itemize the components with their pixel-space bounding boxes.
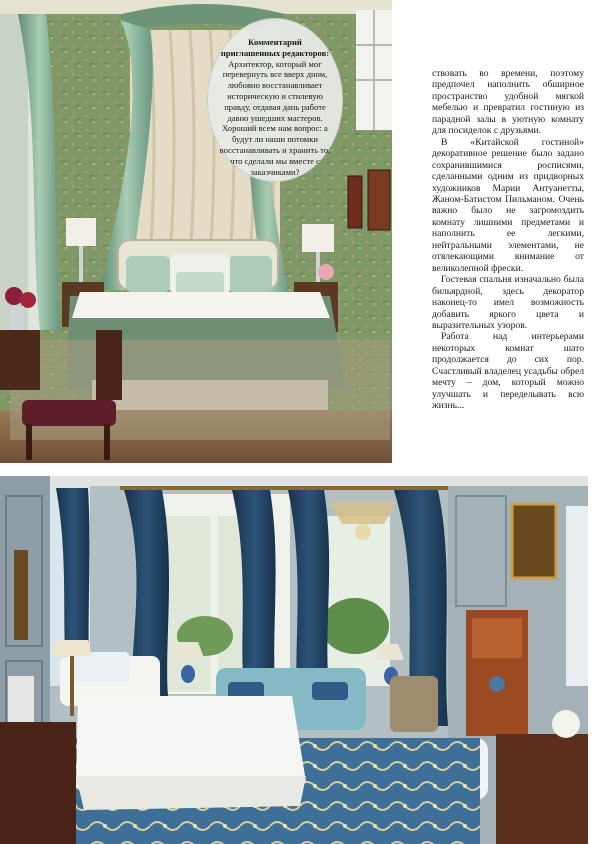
callout-heading: Комментарий приглашенных редакторов:	[220, 37, 330, 58]
article-paragraph-4: Работа над интерьерами некоторых комнат шато продолжается до сих пор. Счастливый владелец усадьбы обрел мечту – дом, который можно улучшать и переделывать всю жизнь...	[432, 331, 584, 412]
article-paragraph-3: Гостевая спальня изначально была бильярдной, здесь декоратор наконец-то имел возможность добавить яркого цвета и выразительных узоров.	[432, 274, 584, 331]
article-paragraph-1: ствовать во времени, поэтому предпочел наполнить обширное пространство удобной мягкой мебелью и превратил гостиную из парадной залы в уютную комнату для посиделок с друзьями.	[432, 68, 584, 137]
guest-bedroom-photo-illustration	[0, 476, 588, 844]
guest-editors-callout	[207, 18, 343, 182]
callout-text: Архитектор, который мог перевернуть все вверх дном, любовно восстанавливает историческую и стилевую правду, отдавая дань работе давно ушедших мастеров. Хороший всем нам вопрос: а будут ли наши потомки восстанавливать и хранить то, что сделали мы вместе с заказчиками?	[219, 58, 331, 177]
photo-guest-bedroom	[0, 476, 588, 844]
article-text	[432, 68, 584, 412]
article-paragraph-2: В «Китайской гостиной» декоративное решение было задано сохранившимися росписями, сделанными одним из придворных художников Марии Антуанетты, Жаном-Батистом Пильманом. Очень важно было не загромоздить комнату лишними предметами и наполнить ее легкими, нейтральными элементами, не отвлекающими внимание от великолепной фрески.	[432, 136, 584, 274]
